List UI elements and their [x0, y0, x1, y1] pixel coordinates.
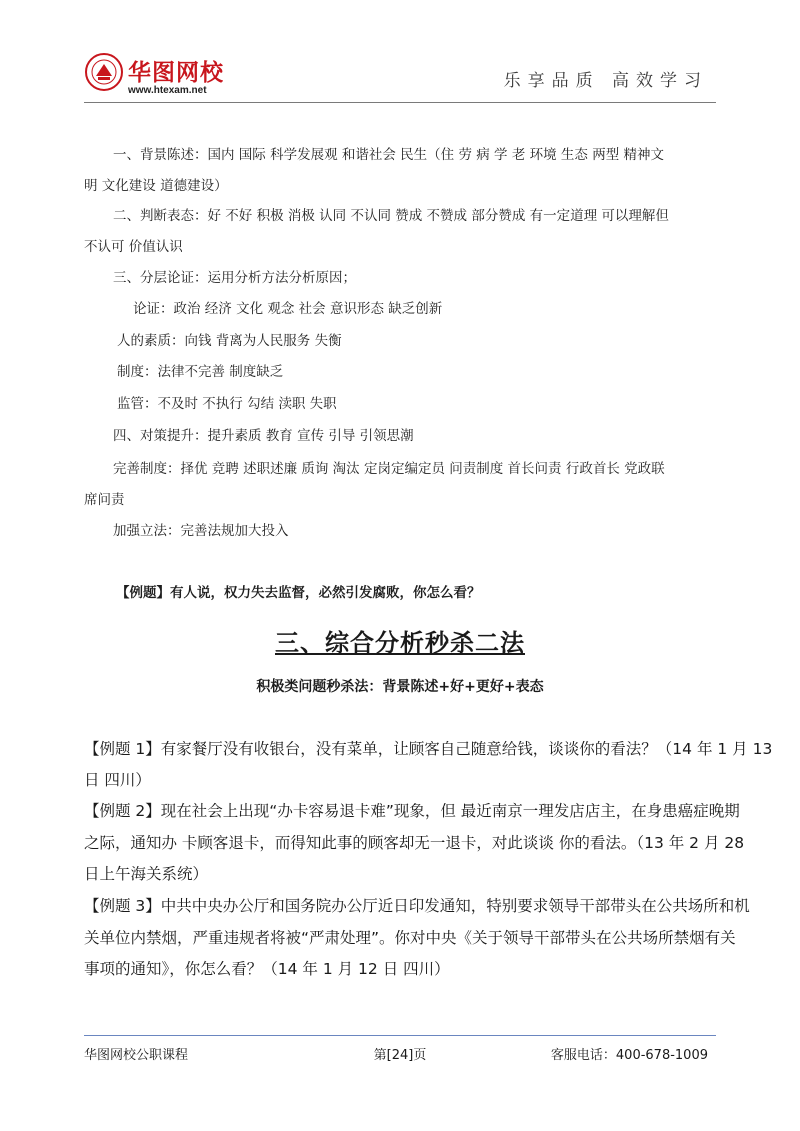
logo-url[interactable]: www.htexam.net: [128, 85, 207, 96]
example-1-line-2: 日 四川）: [84, 771, 151, 789]
outline-line-13: 加强立法：完善法规加大投入: [113, 523, 289, 539]
example-2-line-2: 之际，通知办 卡顾客退卡，而得知此事的顾客却无一退卡，对此谈谈 你的看法。（13 年 2 月 28: [84, 834, 745, 852]
outline-line-9: 监管：不及时 不执行 勾结 渎职 失职: [117, 396, 337, 412]
header-divider: [84, 102, 716, 103]
site-logo: [84, 46, 234, 104]
outline-line-6: 论证：政治 经济 文化 观念 社会 意识形态 缺乏创新: [133, 301, 443, 317]
footer-phone: 客服电话：400-678-1009: [550, 1048, 708, 1063]
outline-line-8: 制度：法律不完善 制度缺乏: [117, 364, 284, 380]
example-3-line-2: 关单位内禁烟，严重违规者将被“严肃处理”。你对中央《关于领导干部带头在公共场所禁烟有关: [84, 929, 736, 947]
outline-line-7: 人的素质：向钱 背离为人民服务 失衡: [117, 333, 342, 349]
example-3-line-3: 事项的通知》，你怎么看？（14 年 1 月 12 日 四川）: [84, 960, 450, 978]
outline-line-3: 二、判断表态：好 不好 积极 消极 认同 不认同 赞成 不赞成 部分赞成 有一定道理 可以理解但: [113, 208, 669, 224]
example-1-line-1: 【例题 1】有家餐厅没有收银台，没有菜单，让顾客自己随意给钱，谈谈你的看法？（14 年 1 月 13: [84, 740, 773, 758]
page-number: 第[24]页: [373, 1048, 427, 1063]
logo-emblem-icon: [84, 52, 124, 92]
header-slogan: 乐享品质 高效学习: [503, 71, 708, 91]
example-2-line-1: 【例题 2】现在社会上出现“办卡容易退卡难”现象，但 最近南京一理发店店主，在身患癌症晚期: [84, 802, 740, 820]
example-3-line-1: 【例题 3】中共中央办公厅和国务院办公厅近日印发通知，特别要求领导干部带头在公共场所和机: [84, 897, 750, 915]
example-2-line-3: 日上午海关系统）: [84, 865, 209, 883]
logo-name: 华图网校: [128, 60, 224, 86]
outline-line-4: 不认可 价值认识: [84, 239, 183, 255]
outline-line-12: 席问责: [84, 492, 125, 508]
outline-line-11: 完善制度：择优 竞聘 述职述廉 质询 淘汰 定岗定编定员 问责制度 首长问责 行政首长 党政联: [113, 461, 665, 477]
outline-line-2: 明 文化建设 道德建设）: [84, 178, 228, 194]
section-subtitle: 积极类问题秒杀法：背景陈述+好+更好+表态: [256, 679, 544, 695]
outline-line-5: 三、分层论证：运用分析方法分析原因；: [113, 270, 356, 286]
example-question: 【例题】有人说，权力失去监督，必然引发腐败，你怎么看？: [116, 585, 481, 601]
section-title: 三、综合分析秒杀二法: [275, 629, 525, 657]
footer-divider: [84, 1035, 716, 1036]
outline-line-1: 一、背景陈述：国内 国际 科学发展观 和谐社会 民生（住 劳 病 学 老 环境 生态 两型 精神文: [113, 147, 664, 163]
footer-course: 华图网校公职课程: [84, 1048, 189, 1063]
outline-line-10: 四、对策提升：提升素质 教育 宣传 引导 引领思潮: [113, 428, 414, 444]
